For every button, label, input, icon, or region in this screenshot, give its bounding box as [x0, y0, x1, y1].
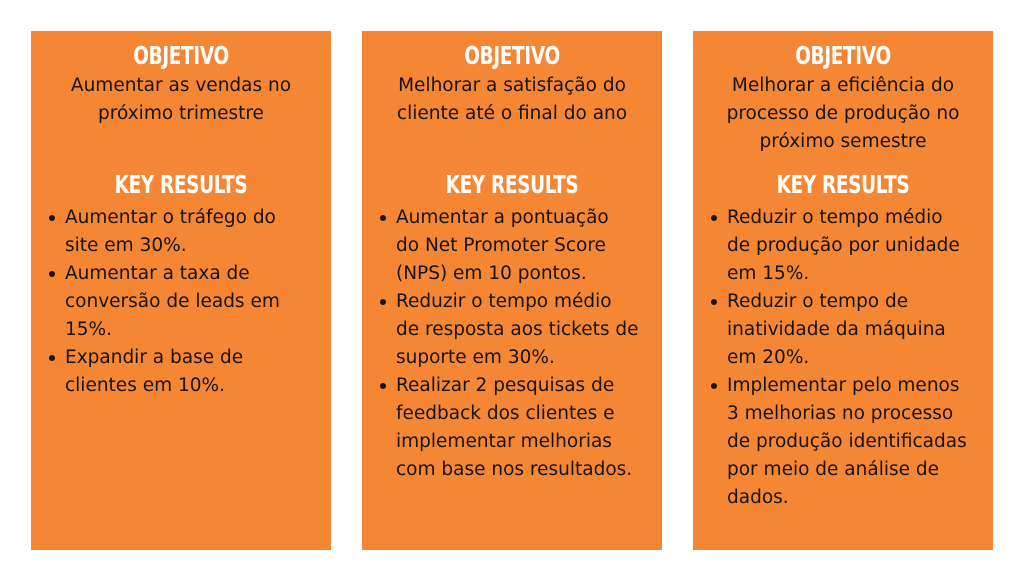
key-result-line: Aumentar o tráfego do — [65, 207, 276, 228]
key-result-line: em 20%. — [727, 347, 810, 368]
objective-line: Melhorar a satisfação do — [398, 75, 626, 96]
key-result-line: Aumentar a taxa de — [65, 263, 250, 284]
objective-line: processo de produção no — [726, 103, 960, 124]
key-result-line: Realizar 2 pesquisas de — [396, 375, 615, 396]
objective-line: Aumentar as vendas no — [70, 75, 292, 96]
key-result-item — [396, 288, 662, 372]
key-result-item — [65, 204, 331, 260]
key-result-item — [727, 288, 993, 372]
objective-line: Melhorar a eficiência do — [731, 75, 955, 96]
key-result-line: Reduzir o tempo médio — [727, 207, 943, 228]
key-result-line: por meio de análise de — [727, 459, 940, 480]
objective-heading: OBJETIVO — [133, 41, 229, 70]
objective-heading: OBJETIVO — [464, 41, 560, 70]
key-result-line: do Net Promoter Score — [396, 235, 606, 256]
key-result-line: 15%. — [65, 319, 112, 340]
key-result-line: de resposta aos tickets de — [396, 319, 639, 340]
okr-card-customer-satisfaction — [362, 31, 662, 550]
key-result-line: feedback dos clientes e — [396, 403, 615, 424]
key-results-list — [693, 204, 993, 512]
key-results-list — [362, 204, 662, 484]
objective-line: próximo semestre — [759, 131, 927, 152]
okr-card-production-efficiency — [693, 31, 993, 550]
key-result-item — [727, 372, 993, 512]
key-result-line: (NPS) em 10 pontos. — [396, 263, 587, 284]
key-result-line: dados. — [727, 487, 789, 508]
key-result-line: 3 melhorias no processo — [727, 403, 954, 424]
key-result-line: Reduzir o tempo médio — [396, 291, 612, 312]
key-result-line: conversão de leads em — [65, 291, 280, 312]
key-results-list — [31, 204, 331, 400]
key-result-line: de produção por unidade — [727, 235, 960, 256]
objective-text — [372, 72, 652, 156]
key-result-line: clientes em 10%. — [65, 375, 225, 396]
key-results-heading: KEY RESULTS — [445, 170, 579, 199]
key-results-heading: KEY RESULTS — [114, 170, 248, 199]
key-results-heading: KEY RESULTS — [776, 170, 910, 199]
key-result-line: com base nos resultados. — [396, 459, 633, 480]
okr-card-sales — [31, 31, 331, 550]
key-result-line: Implementar pelo menos — [727, 375, 960, 396]
objective-line: cliente até o final do ano — [396, 103, 628, 124]
key-result-item — [65, 260, 331, 344]
key-result-line: em 15%. — [727, 263, 810, 284]
key-result-line: Expandir a base de — [65, 347, 244, 368]
key-result-line: de produção identificadas — [727, 431, 967, 452]
key-result-line: Reduzir o tempo de — [727, 291, 909, 312]
key-result-line: implementar melhorias — [396, 431, 612, 452]
objective-line: próximo trimestre — [98, 103, 264, 124]
key-result-line: suporte em 30%. — [396, 347, 555, 368]
key-result-line: inatividade da máquina — [727, 319, 946, 340]
key-result-item — [396, 204, 662, 288]
key-result-line: Aumentar a pontuação — [396, 207, 609, 228]
objective-heading: OBJETIVO — [795, 41, 891, 70]
key-result-item — [727, 204, 993, 288]
objective-text — [41, 72, 321, 156]
key-result-item — [396, 372, 662, 484]
objective-text — [703, 72, 983, 156]
key-result-line: site em 30%. — [65, 235, 187, 256]
key-result-item — [65, 344, 331, 400]
